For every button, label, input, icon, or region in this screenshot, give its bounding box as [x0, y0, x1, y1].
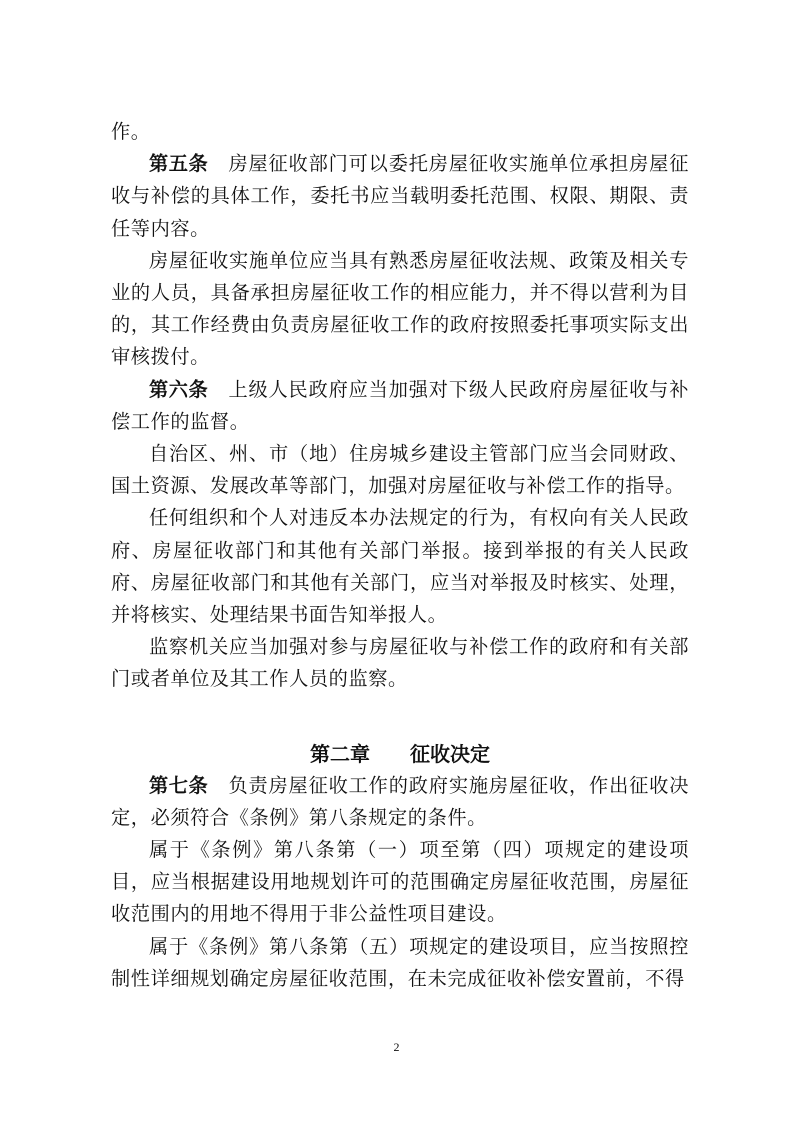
article-5-paragraph-2 [111, 245, 689, 374]
chapter-number: 第二章 [310, 741, 370, 766]
paragraph-text: 负责房屋征收工作的政府实施房屋征收，作出征收决定，必须符合《条例》第八条规定的条件。 [111, 773, 689, 829]
paragraph-text: 自治区、州、市（地）住房城乡建设主管部门应当会同财政、国土资源、发展改革等部门，加强对房屋征收与补偿工作的指导。 [111, 442, 689, 498]
article-heading: 第七条 [149, 773, 209, 797]
article-6-paragraph-3 [111, 502, 689, 631]
article-6-paragraph-2 [111, 438, 689, 502]
article-7-paragraph [111, 770, 689, 834]
paragraph-text: 上级人民政府应当加强对下级人民政府房屋征收与补偿工作的监督。 [111, 377, 689, 433]
chapter-heading [111, 738, 689, 770]
paragraph-text: 房屋征收实施单位应当具有熟悉房屋征收法规、政策及相关专业的人员，具备承担房屋征收工作的相应能力，并不得以营利为目的，其工作经费由负责房屋征收工作的政府按照委托事项实际支出审核拨付。 [111, 248, 689, 369]
chapter-title: 征收决定 [410, 741, 490, 766]
article-7-paragraph-3 [111, 931, 689, 995]
document-body [111, 116, 689, 995]
article-7-paragraph-2 [111, 834, 689, 931]
continued-paragraph [111, 116, 689, 148]
paragraph-text: 任何组织和个人对违反本办法规定的行为，有权向有关人民政府、房屋征收部门和其他有关部门举报。接到举报的有关人民政府、房屋征收部门和其他有关部门，应当对举报及时核实、处理，并将核实、处理结果书面告知举报人。 [111, 506, 689, 627]
article-5-paragraph [111, 148, 689, 245]
paragraph-text: 房屋征收部门可以委托房屋征收实施单位承担房屋征收与补偿的具体工作，委托书应当载明委托范围、权限、期限、责任等内容。 [111, 152, 689, 240]
page-number: 2 [393, 1040, 400, 1054]
paragraph-text: 作。 [111, 120, 151, 143]
article-6-paragraph [111, 374, 689, 438]
article-heading: 第五条 [149, 152, 209, 176]
article-6-paragraph-4 [111, 631, 689, 695]
paragraph-text: 属于《条例》第八条第（五）项规定的建设项目，应当按照控制性详细规划确定房屋征收范围，在未完成征收补偿安置前，不得 [111, 934, 689, 990]
paragraph-text: 监察机关应当加强对参与房屋征收与补偿工作的政府和有关部门或者单位及其工作人员的监察。 [111, 635, 689, 691]
article-heading: 第六条 [149, 377, 209, 401]
paragraph-text: 属于《条例》第八条第（一）项至第（四）项规定的建设项目，应当根据建设用地规划许可的范围确定房屋征收范围，房屋征收范围内的用地不得用于非公益性项目建设。 [111, 838, 689, 926]
